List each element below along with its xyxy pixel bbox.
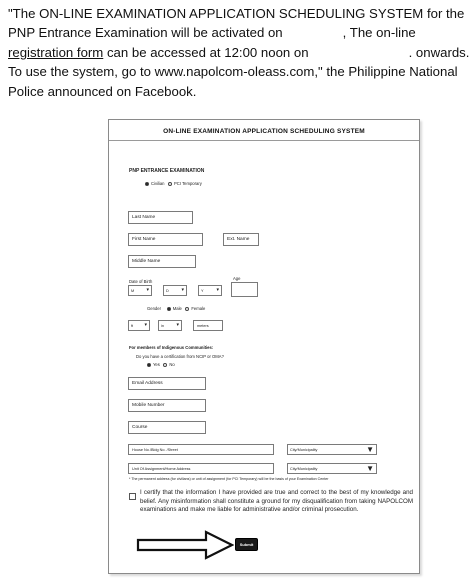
address-note: * The permanent address (for civilians) or unit of assignment (for PCI Temporary) will be the basis of your Examination Center	[129, 477, 329, 481]
no-radio[interactable]	[163, 363, 167, 367]
gender-label: Gender	[147, 306, 161, 311]
title-divider	[109, 140, 419, 141]
caption-text-4: onwards. To use the system, go to www.napolcom-oleass.com," the Philippine National Police announced on Facebook.	[8, 44, 470, 99]
dob-month-value: M	[131, 288, 135, 293]
form-title: ON-LINE EXAMINATION APPLICATION SCHEDULING SYSTEM	[163, 128, 365, 135]
chevron-down-icon: ▼	[366, 463, 374, 473]
middle-name-field[interactable]: Middle Name	[128, 255, 196, 268]
female-radio-label: Female	[191, 306, 206, 311]
caption-text-1: "The ON-LINE EXAMINATION APPLICATION SCHEDULING SYSTEM for the PNP Entrance Examination will be activated on	[8, 6, 465, 41]
age-label: Age	[233, 276, 241, 281]
dob-month-select[interactable]	[128, 285, 152, 296]
indigenous-question: Do you have a certification from NCIP or OMA?	[136, 354, 224, 359]
pci-temporary-radio-label: PCI Temporary	[174, 181, 202, 186]
female-radio[interactable]	[185, 307, 189, 311]
chevron-down-icon: ▾	[216, 287, 219, 293]
chevron-down-icon: ▼	[366, 444, 374, 454]
age-field[interactable]	[231, 282, 258, 297]
gender-group	[147, 306, 205, 311]
permanent-city-value: City/Municipality	[290, 447, 318, 452]
dob-day-value: D	[166, 288, 169, 293]
news-caption	[8, 4, 470, 101]
chevron-down-icon: ▾	[146, 287, 149, 293]
caption-text-2: The on-line	[349, 25, 416, 41]
height-in-select[interactable]	[158, 320, 182, 331]
first-name-field[interactable]: First Name	[128, 233, 203, 246]
assignment-city-select[interactable]	[287, 463, 377, 474]
exam-heading: PNP ENTRANCE EXAMINATION	[129, 168, 205, 174]
yes-radio-label: Yes	[153, 362, 160, 367]
certification-checkbox[interactable]	[129, 493, 136, 500]
permanent-address-field[interactable]: House No./Bldg No. /Street	[128, 444, 274, 455]
yes-radio[interactable]	[147, 363, 151, 367]
dob-year-select[interactable]	[198, 285, 222, 296]
height-ft-select[interactable]	[128, 320, 150, 331]
permanent-city-select[interactable]	[287, 444, 377, 455]
last-name-field[interactable]: Last Name	[128, 211, 193, 224]
dob-day-select[interactable]	[163, 285, 187, 296]
course-field[interactable]: Course	[128, 421, 206, 434]
certification-text: I certify that the information I have provided are true and correct to the best of my knowledge and belief. Any misinformation shall constitute a ground for my disqualification from taking NAPOLCOM examinations and make me liable for administrative and/or criminal prosecution.	[140, 489, 413, 514]
caption-text-3: can be accessed at 12:00 noon on	[103, 44, 309, 60]
indigenous-heading: For members of Indigenous Communities:	[129, 345, 214, 350]
caption-sep-1: ,	[342, 25, 347, 41]
indigenous-radio-group	[147, 362, 175, 367]
height-in-value: in	[161, 323, 164, 328]
assignment-address-field[interactable]: Unit Of Assignment/Home Address	[128, 463, 274, 474]
dob-label: Date of Birth	[129, 279, 153, 284]
submit-button[interactable]: Submit	[235, 538, 258, 551]
male-radio-label: Male	[172, 306, 182, 311]
no-radio-label: No	[169, 362, 175, 367]
caption-sep-2: .	[408, 44, 413, 60]
dob-year-value: Y	[201, 288, 204, 293]
height-ft-value: ft	[131, 323, 134, 328]
chevron-down-icon: ▾	[181, 287, 184, 293]
application-form-screenshot	[108, 119, 420, 574]
pci-temporary-radio[interactable]	[168, 182, 172, 186]
height-meters-field[interactable]: meters	[193, 320, 223, 331]
chevron-down-icon: ▾	[144, 322, 147, 328]
chevron-down-icon: ▾	[176, 322, 179, 328]
assignment-city-value: City/Municipality	[290, 466, 318, 471]
male-radio[interactable]	[167, 307, 171, 311]
pointing-arrow-icon	[136, 530, 234, 560]
registration-form-link[interactable]: registration form	[8, 44, 104, 60]
mobile-number-field[interactable]: Mobile Number	[128, 399, 206, 412]
email-field[interactable]: Email Address	[128, 377, 206, 390]
applicant-type-group	[145, 181, 202, 186]
civilian-radio[interactable]	[145, 182, 149, 186]
ext-name-field[interactable]: Ext. Name	[223, 233, 259, 246]
civilian-radio-label: Civilian	[151, 181, 165, 186]
